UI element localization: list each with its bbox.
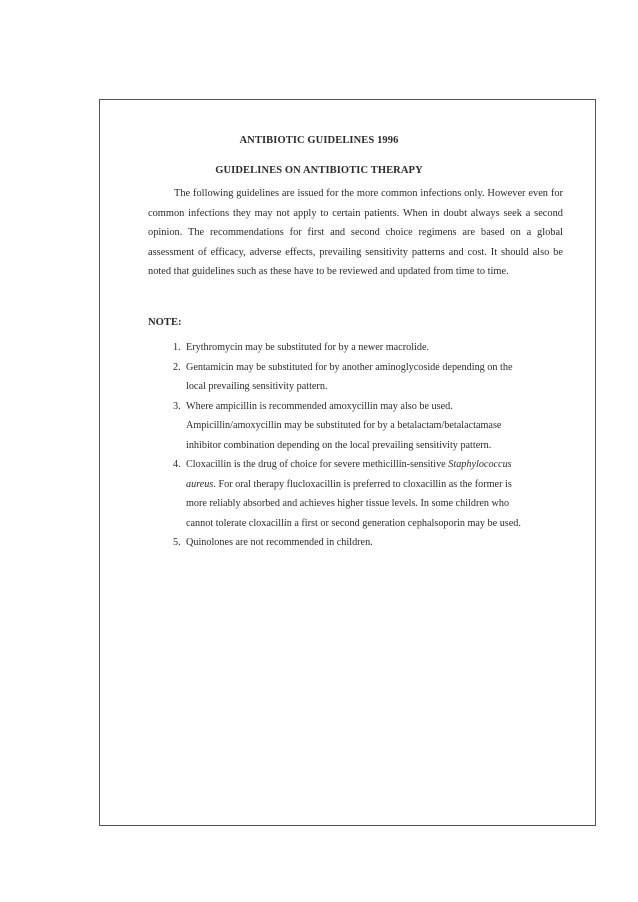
document-subtitle: GUIDELINES ON ANTIBIOTIC THERAPY (215, 165, 423, 176)
list-item-text: Where ampicillin is recommended amoxycillin may also be used. (186, 400, 453, 412)
list-item (173, 455, 573, 533)
list-item-text: local prevailing sensitivity pattern. (186, 381, 328, 392)
list-item-number: 5. (173, 537, 181, 548)
intro-paragraph: The following guidelines are issued for the more common infections only. However even for common infections they may not apply to certain patients. When in doubt always seek a second opinion. The recommendations for first and second choice regimens are based on a global assessment of efficacy, adverse effects, prevailing sensitivity patterns and cost. It should also be noted that guidelines such as these have to be reviewed and updated from time to time. (148, 188, 563, 278)
list-item-text-part: . For oral therapy flucloxacillin is preferred to cloxacillin as the former is (213, 478, 512, 490)
list-item-text (186, 475, 573, 495)
list-item-text: Erythromycin may be substituted for by a newer macrolide. (186, 342, 430, 353)
list-item (173, 397, 573, 456)
list-item (173, 533, 573, 553)
list-item-number: 2. (173, 361, 181, 373)
list-item-text: more reliably absorbed and achieves higher tissue levels. In some children who (186, 498, 510, 509)
list-item (173, 358, 573, 397)
list-item-text: Ampicillin/amoxycillin may be substituted for by a betalactam/betalactamase (186, 420, 502, 431)
list-item-text: Quinolones are not recommended in children. (186, 537, 373, 548)
notes-list (173, 338, 573, 553)
note-heading: NOTE: (148, 317, 182, 328)
list-item-text: Gentamicin may be substituted for by another aminoglycoside depending on the (186, 361, 513, 373)
list-item (173, 338, 573, 358)
list-item-text: cannot tolerate cloxacillin a first or second generation cephalsoporin may be used. (186, 517, 521, 529)
list-item-number: 4. (173, 459, 181, 470)
organism-name: aureus (186, 478, 214, 490)
organism-name: Staphylococcus (448, 459, 512, 470)
list-item-number: 1. (173, 342, 181, 353)
document-title: ANTIBIOTIC GUIDELINES 1996 (239, 135, 399, 146)
list-item-number: 3. (173, 400, 181, 412)
list-item-text (186, 455, 573, 475)
list-item-text: inhibitor combination depending on the local prevailing sensitivity pattern. (186, 439, 492, 451)
list-item-text-part: Cloxacillin is the drug of choice for severe methicillin-sensitive (186, 459, 449, 470)
